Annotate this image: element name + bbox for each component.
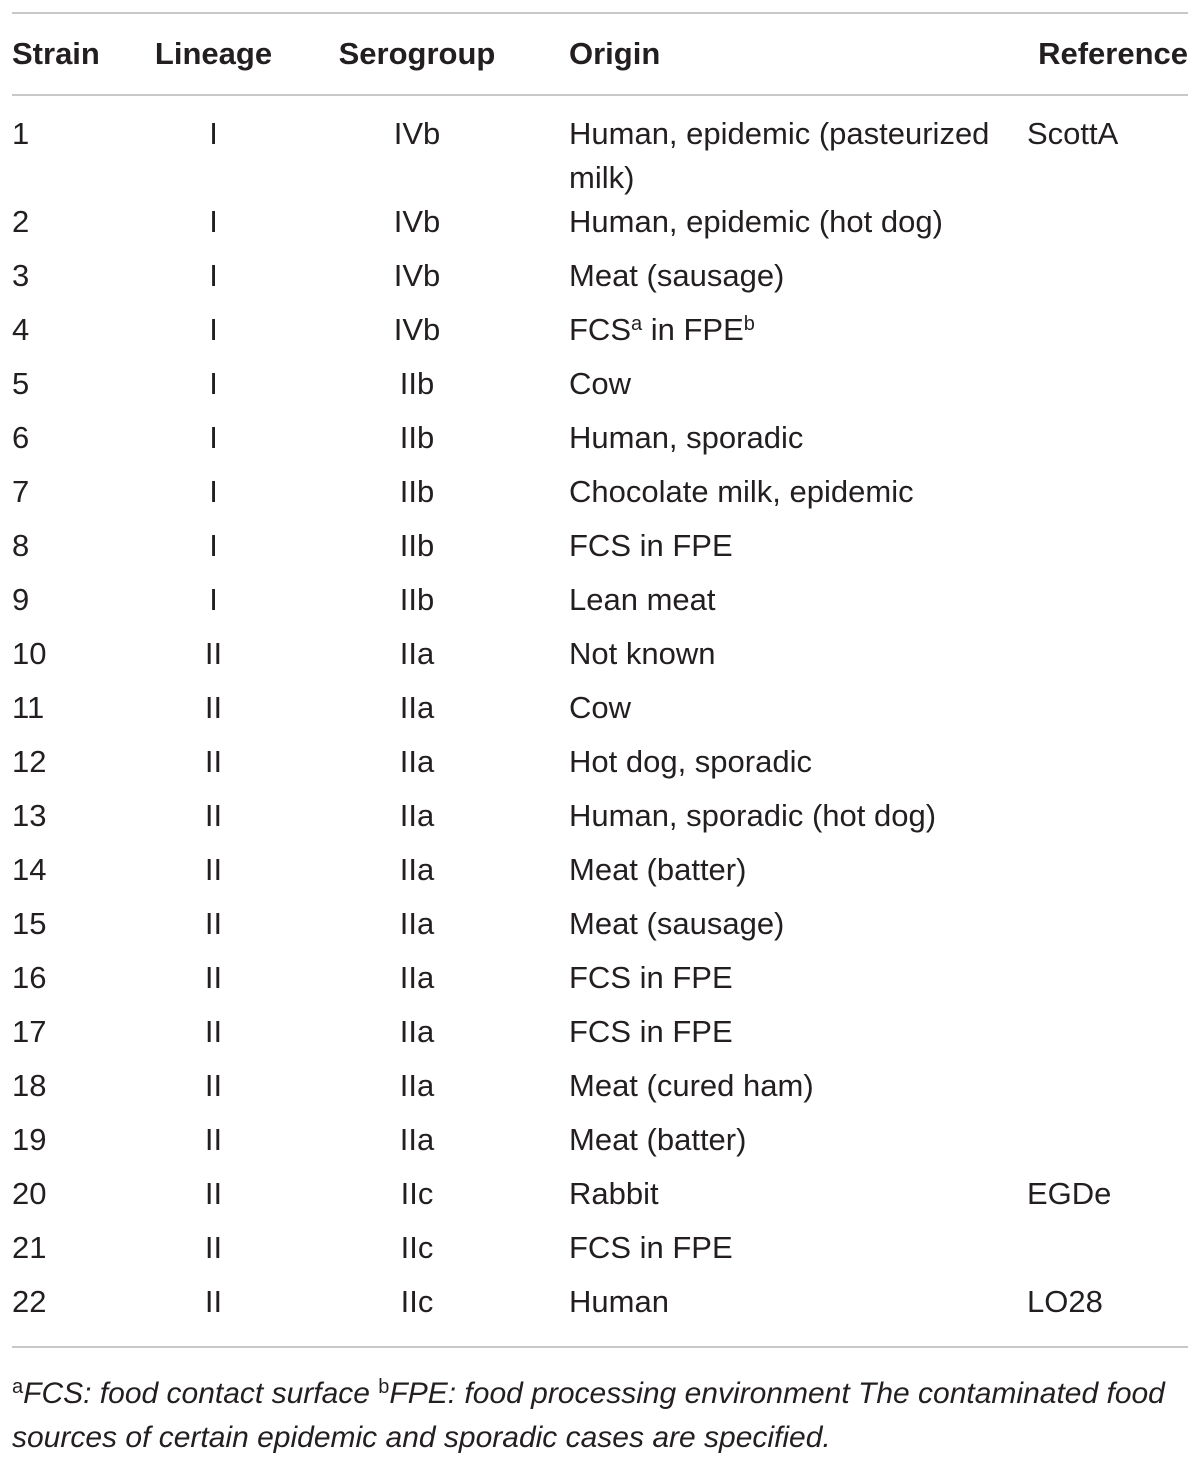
strain-table <box>12 12 1188 1348</box>
table-row <box>12 848 1188 902</box>
cell-reference: EGDe <box>1027 1176 1112 1211</box>
table-row <box>12 1010 1188 1064</box>
table-row <box>12 1064 1188 1118</box>
cell-reference <box>1027 1226 1188 1280</box>
table-header <box>12 13 1188 95</box>
table-row <box>12 95 1188 200</box>
cell-lineage: II <box>204 636 223 671</box>
cell-strain: 20 <box>12 1176 47 1211</box>
cell-reference: ScottA <box>1027 116 1119 151</box>
cell-origin: FCS in FPE <box>569 1230 733 1265</box>
table-row <box>12 956 1188 1010</box>
header-reference: Reference <box>1038 36 1188 71</box>
cell-lineage: II <box>204 1176 223 1211</box>
cell-origin: Meat (batter) <box>569 1122 747 1157</box>
cell-origin: Human, epidemic (hot dog) <box>569 204 943 239</box>
table-row <box>12 1280 1188 1347</box>
footnote-text-a: FCS: food contact surface <box>23 1377 379 1410</box>
cell-origin: Chocolate milk, epidemic <box>569 474 914 509</box>
cell-lineage: I <box>209 204 218 239</box>
table-row <box>12 416 1188 470</box>
table-footnote <box>12 1372 1188 1460</box>
origin-text: FCS <box>569 312 631 347</box>
table-row <box>12 1226 1188 1280</box>
cell-reference <box>1027 1118 1188 1172</box>
cell-reference <box>1027 470 1188 524</box>
cell-origin: Human <box>569 1284 669 1319</box>
cell-serogroup: IVb <box>393 204 441 239</box>
footnote-marker-a: a <box>12 1376 24 1398</box>
cell-strain: 18 <box>12 1068 47 1103</box>
cell-lineage: I <box>209 312 218 347</box>
header-row <box>12 13 1188 95</box>
cell-origin: Not known <box>569 636 716 671</box>
cell-serogroup: IIa <box>399 690 435 725</box>
origin-text-mid: in FPE <box>642 312 744 347</box>
origin-footnote-marker-a: a <box>631 313 643 335</box>
cell-serogroup: IIa <box>399 906 435 941</box>
cell-reference: LO28 <box>1027 1284 1103 1319</box>
cell-reference <box>1027 794 1188 848</box>
cell-reference <box>1027 956 1188 1010</box>
table-row <box>12 308 1188 362</box>
cell-origin: Meat (sausage) <box>569 906 785 941</box>
cell-serogroup: IVb <box>393 116 441 151</box>
footnote-marker-b: b <box>378 1376 390 1398</box>
table-row <box>12 902 1188 956</box>
cell-serogroup: IIa <box>399 852 435 887</box>
cell-lineage: I <box>209 420 218 455</box>
table-row <box>12 1118 1188 1172</box>
cell-serogroup: IIc <box>400 1284 434 1319</box>
table-row <box>12 254 1188 308</box>
cell-reference <box>1027 1010 1188 1064</box>
table-row <box>12 686 1188 740</box>
cell-serogroup: IIb <box>399 528 435 563</box>
cell-lineage: II <box>204 960 223 995</box>
cell-reference <box>1027 200 1188 254</box>
cell-reference <box>1027 578 1188 632</box>
cell-lineage: II <box>204 1122 223 1157</box>
cell-serogroup: IVb <box>393 312 441 347</box>
cell-serogroup: IIb <box>399 474 435 509</box>
cell-lineage: II <box>204 744 223 779</box>
cell-strain: 6 <box>12 420 30 455</box>
cell-strain: 14 <box>12 852 47 887</box>
table-row <box>12 578 1188 632</box>
cell-lineage: I <box>209 474 218 509</box>
cell-reference <box>1027 524 1188 578</box>
cell-lineage: I <box>209 528 218 563</box>
cell-strain: 17 <box>12 1014 47 1049</box>
table-body <box>12 95 1188 1347</box>
header-lineage: Lineage <box>154 36 273 71</box>
cell-strain: 10 <box>12 636 47 671</box>
cell-origin: Human, epidemic (pasteurized milk) <box>569 116 990 195</box>
table-row <box>12 362 1188 416</box>
cell-origin: Human, sporadic <box>569 420 804 455</box>
cell-lineage: I <box>209 366 218 401</box>
cell-serogroup: IIa <box>399 1122 435 1157</box>
cell-serogroup: IIc <box>400 1176 434 1211</box>
cell-origin: Lean meat <box>569 582 716 617</box>
cell-strain: 12 <box>12 744 47 779</box>
cell-serogroup: IIa <box>399 798 435 833</box>
cell-reference <box>1027 254 1188 308</box>
footnote-text-b: FPE: food processing environment The contaminated food sources of certain epidemic and sporadic cases are specified. <box>12 1377 1165 1454</box>
cell-strain: 5 <box>12 366 30 401</box>
cell-lineage: II <box>204 1014 223 1049</box>
cell-strain: 7 <box>12 474 30 509</box>
cell-lineage: II <box>204 798 223 833</box>
cell-serogroup: IVb <box>393 258 441 293</box>
cell-strain: 21 <box>12 1230 47 1265</box>
strain-table-container <box>12 12 1188 1348</box>
cell-lineage: I <box>209 116 218 151</box>
header-serogroup: Serogroup <box>338 36 496 71</box>
cell-lineage: I <box>209 582 218 617</box>
cell-reference <box>1027 740 1188 794</box>
cell-serogroup: IIb <box>399 366 435 401</box>
cell-strain: 13 <box>12 798 47 833</box>
cell-reference <box>1027 416 1188 470</box>
cell-origin: FCS in FPE <box>569 528 733 563</box>
cell-reference <box>1027 848 1188 902</box>
header-origin: Origin <box>569 36 661 71</box>
cell-serogroup: IIb <box>399 582 435 617</box>
cell-strain: 4 <box>12 312 30 347</box>
cell-serogroup: IIa <box>399 1014 435 1049</box>
cell-strain: 22 <box>12 1284 47 1319</box>
cell-strain: 2 <box>12 204 30 239</box>
cell-strain: 1 <box>12 116 30 151</box>
table-row <box>12 470 1188 524</box>
cell-serogroup: IIa <box>399 636 435 671</box>
cell-reference <box>1027 362 1188 416</box>
cell-strain: 16 <box>12 960 47 995</box>
cell-strain: 9 <box>12 582 30 617</box>
table-row <box>12 200 1188 254</box>
header-strain: Strain <box>12 36 100 71</box>
cell-lineage: II <box>204 1284 223 1319</box>
cell-origin: FCS in FPE <box>569 1014 733 1049</box>
cell-origin: Meat (sausage) <box>569 258 785 293</box>
cell-lineage: II <box>204 690 223 725</box>
origin-footnote-marker-b: b <box>743 313 755 335</box>
cell-lineage: II <box>204 906 223 941</box>
cell-lineage: II <box>204 852 223 887</box>
cell-origin: Human, sporadic (hot dog) <box>569 798 937 833</box>
cell-origin: Cow <box>569 690 632 725</box>
cell-origin: Cow <box>569 366 632 401</box>
cell-origin: Meat (cured ham) <box>569 1068 814 1103</box>
cell-strain: 11 <box>12 690 45 725</box>
cell-reference <box>1027 632 1188 686</box>
cell-strain: 19 <box>12 1122 47 1157</box>
cell-reference <box>1027 686 1188 740</box>
cell-origin: Rabbit <box>569 1176 659 1211</box>
table-row <box>12 524 1188 578</box>
cell-reference <box>1027 308 1188 362</box>
cell-serogroup: IIa <box>399 960 435 995</box>
cell-lineage: II <box>204 1230 223 1265</box>
cell-reference <box>1027 1064 1188 1118</box>
cell-serogroup: IIa <box>399 1068 435 1103</box>
table-row <box>12 1172 1188 1226</box>
cell-strain: 15 <box>12 906 47 941</box>
table-row <box>12 794 1188 848</box>
cell-serogroup: IIc <box>400 1230 434 1265</box>
cell-strain: 8 <box>12 528 30 563</box>
cell-lineage: II <box>204 1068 223 1103</box>
cell-strain: 3 <box>12 258 30 293</box>
cell-origin: FCS in FPE <box>569 960 733 995</box>
cell-origin <box>567 308 1027 362</box>
table-row <box>12 740 1188 794</box>
cell-serogroup: IIb <box>399 420 435 455</box>
cell-origin: Hot dog, sporadic <box>569 744 812 779</box>
cell-origin: Meat (batter) <box>569 852 747 887</box>
table-row <box>12 632 1188 686</box>
cell-serogroup: IIa <box>399 744 435 779</box>
cell-lineage: I <box>209 258 218 293</box>
cell-reference <box>1027 902 1188 956</box>
